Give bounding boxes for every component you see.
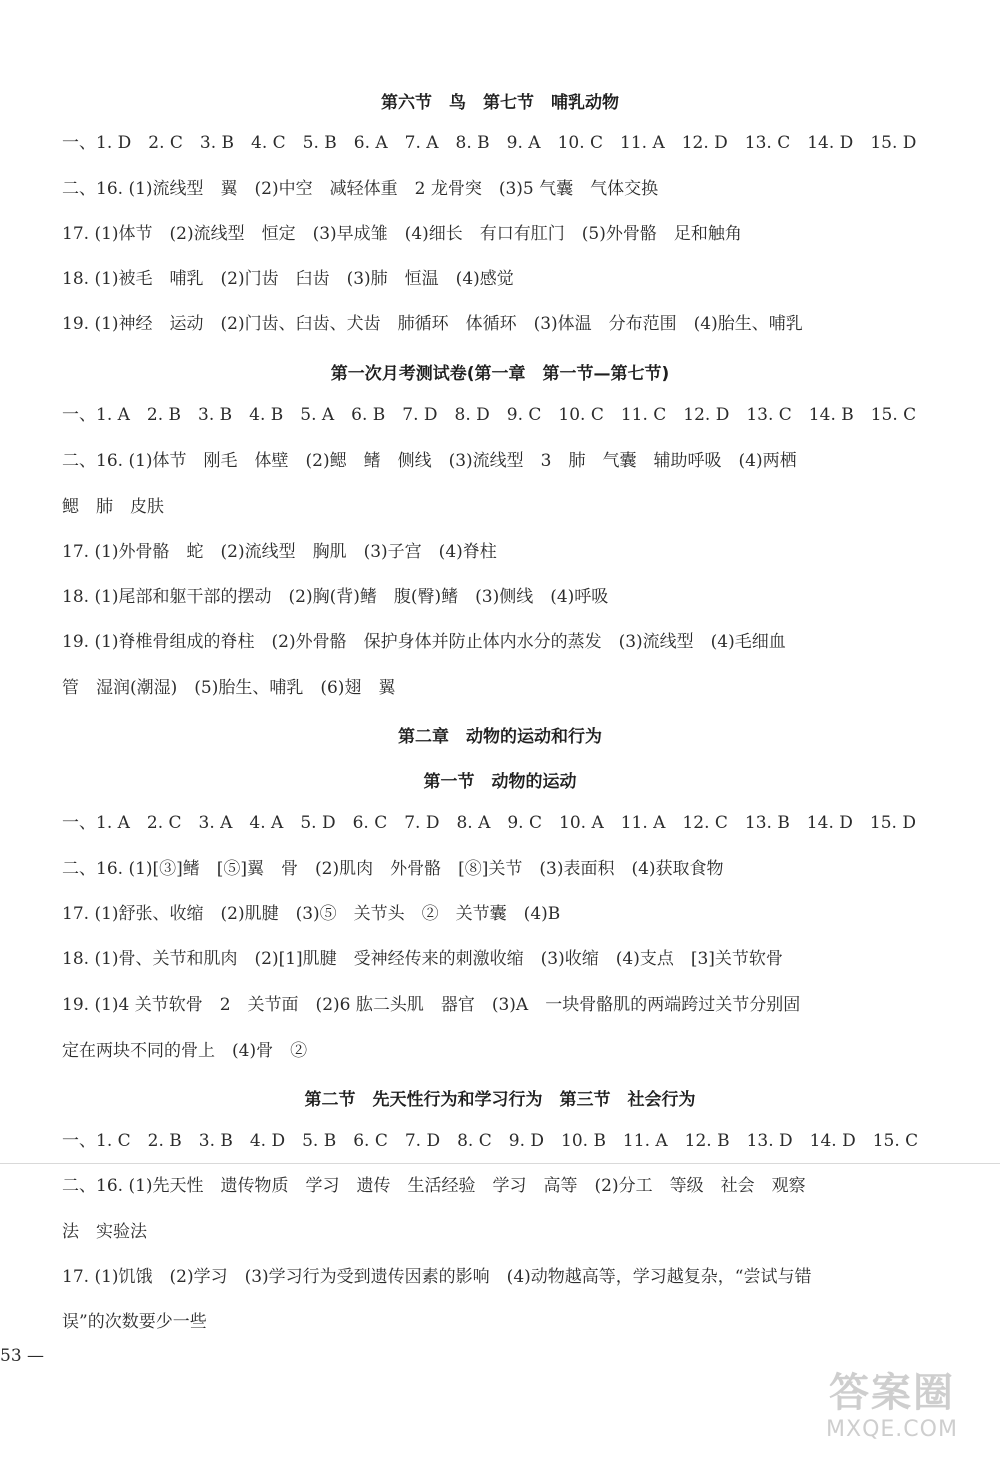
watermark-sub-text: MXQE.COM [826, 1417, 958, 1442]
section-title-bird-mammal: 第六节 鸟 第七节 哺乳动物 [381, 93, 619, 113]
answer-line: 管 湿润(潮湿) (5)胎生、哺乳 (6)翅 翼 [62, 678, 396, 698]
watermark-logo [798, 1369, 986, 1459]
answer-line: 二、16. (1)[③]鳍 [⑤]翼 骨 (2)肌肉 外骨骼 [⑧]关节 (3)表面积 (4)获取食物 [62, 859, 724, 879]
answer-line: 鳃 肺 皮肤 [62, 497, 164, 517]
answer-line: 二、16. (1)体节 刚毛 体壁 (2)鳃 鳍 侧线 (3)流线型 3 肺 气囊 辅助呼吸 (4)两栖 [62, 451, 797, 471]
section-title-behavior: 第二节 先天性行为和学习行为 第三节 社会行为 [304, 1090, 696, 1110]
answer-line: 18. (1)被毛 哺乳 (2)门齿 臼齿 (3)肺 恒温 (4)感觉 [62, 269, 514, 289]
answer-line: 19. (1)4 关节软骨 2 关节面 (2)6 肱二头肌 器官 (3)A 一块骨骼肌的两端跨过关节分别固 [62, 995, 801, 1015]
answer-line: 二、16. (1)先天性 遗传物质 学习 遗传 生活经验 学习 高等 (2)分工 等级 社会 观察 [62, 1176, 806, 1196]
answer-line: 17. (1)舒张、收缩 (2)肌腱 (3)⑤ 关节头 ② 关节囊 (4)B [62, 904, 561, 924]
answer-line: 一、1. C 2. B 3. B 4. D 5. B 6. C 7. D 8. C 9. D 10. B 11. A 12. B 13. D 14. D 15. C [62, 1131, 919, 1151]
answer-line: 误”的次数要少一些 [62, 1312, 207, 1332]
watermark-main-text: 答案圈 [829, 1370, 955, 1416]
answer-line: 18. (1)尾部和躯干部的摆动 (2)胸(背)鳍 腹(臀)鳍 (3)侧线 (4)呼吸 [62, 587, 609, 607]
section-title-monthly-test: 第一次月考测试卷(第一章 第一节—第七节) [330, 364, 670, 384]
answer-line: 法 实验法 [62, 1222, 147, 1242]
answer-line: 定在两块不同的骨上 (4)骨 ② [62, 1041, 308, 1061]
answer-line: 18. (1)骨、关节和肌肉 (2)[1]肌腱 受神经传来的刺激收缩 (3)收缩 (4)支点 [3]关节软骨 [62, 949, 783, 969]
answer-line: 17. (1)外骨骼 蛇 (2)流线型 胸肌 (3)子宫 (4)脊柱 [62, 542, 497, 562]
answer-line: 一、1. A 2. B 3. B 4. B 5. A 6. B 7. D 8. D 9. C 10. C 11. C 12. D 13. C 14. B 15. C [62, 405, 917, 425]
answer-line: 二、16. (1)流线型 翼 (2)中空 减轻体重 2 龙骨突 (3)5 气囊 气体交换 [62, 179, 659, 199]
chapter-title: 第二章 动物的运动和行为 [398, 727, 602, 747]
answer-line: 17. (1)体节 (2)流线型 恒定 (3)早成雏 (4)细长 有口有肛门 (5)外骨骼 足和触角 [62, 224, 742, 244]
answer-line: 19. (1)脊椎骨组成的脊柱 (2)外骨骼 保护身体并防止体内水分的蒸发 (3)流线型 (4)毛细血 [62, 632, 786, 652]
answer-line: 一、1. D 2. C 3. B 4. C 5. B 6. A 7. A 8. B 9. A 10. C 11. A 12. D 13. C 14. D 15. D [62, 133, 917, 153]
answer-line: 一、1. A 2. C 3. A 4. A 5. D 6. C 7. D 8. A 9. C 10. A 11. A 12. C 13. B 14. D 15. D [62, 813, 916, 833]
answer-line: 17. (1)饥饿 (2)学习 (3)学习行为受到遗传因素的影响 (4)动物越高等，学习越复杂，“尝试与错 [62, 1267, 812, 1287]
answer-line: 19. (1)神经 运动 (2)门齿、臼齿、犬齿 肺循环 体循环 (3)体温 分布范围 (4)胎生、哺乳 [62, 314, 803, 334]
divider [0, 1163, 1000, 1164]
page-number: 53 — [0, 1346, 45, 1366]
section-title-animal-movement: 第一节 动物的运动 [423, 772, 577, 792]
